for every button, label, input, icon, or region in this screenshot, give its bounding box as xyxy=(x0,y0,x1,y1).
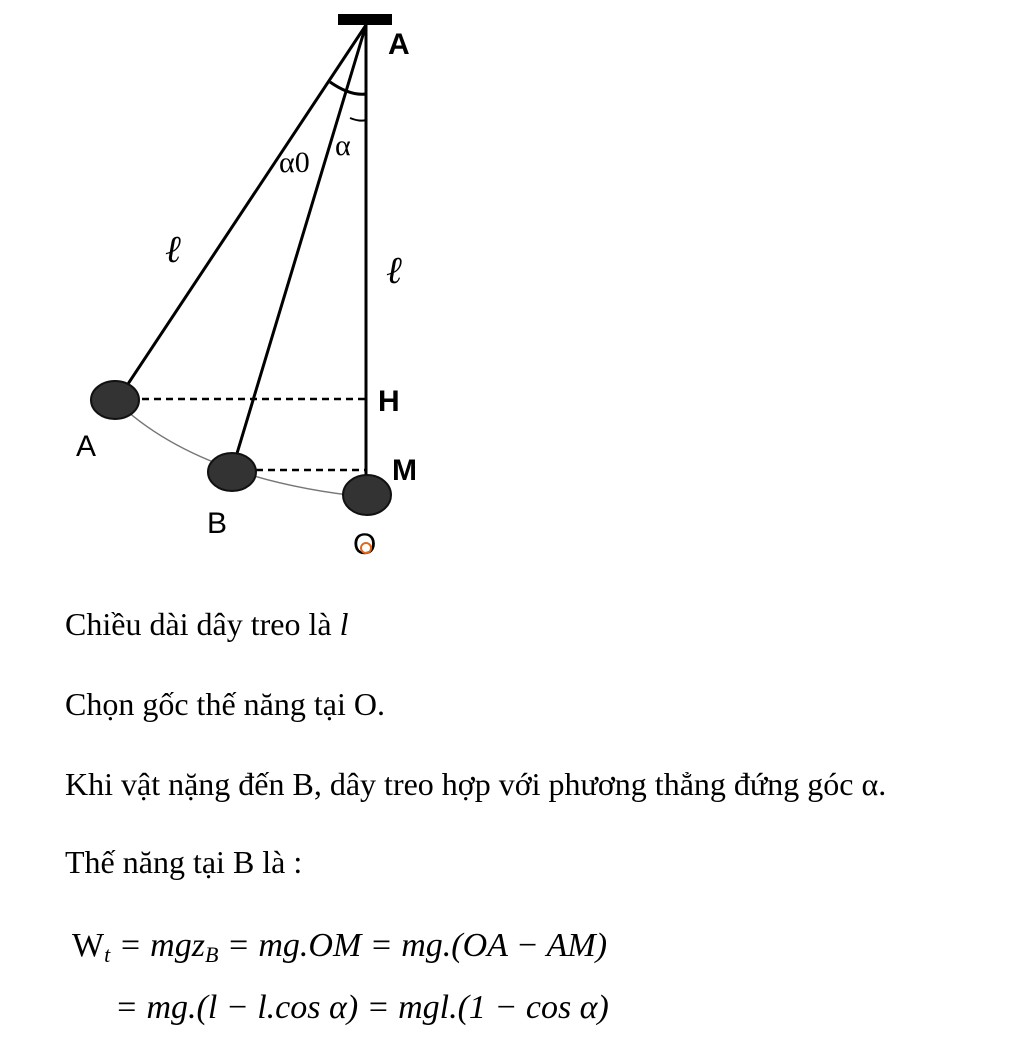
bob-a xyxy=(91,381,139,419)
formula-sub-t: t xyxy=(104,942,111,967)
string-length-variable: l xyxy=(339,606,349,642)
label-alpha: α xyxy=(335,129,351,162)
label-mid-bob: B xyxy=(207,507,228,540)
formula-part-a: = mgz xyxy=(110,927,205,964)
formula-line-2 xyxy=(115,986,609,1030)
formula-sub-b: B xyxy=(204,942,219,967)
formula-line-2-text: = mg.(l − l.cos α) = mgl.(1 − cos α) xyxy=(115,989,609,1026)
label-alpha0: α0 xyxy=(279,146,310,179)
ceiling-support xyxy=(338,14,392,25)
label-length-left: ℓ xyxy=(165,229,181,271)
label-left-bob: A xyxy=(76,430,97,463)
formula-w: W xyxy=(72,927,105,964)
left-string xyxy=(118,25,366,399)
angle-statement: Khi vật nặng đến B, dây treo hợp với phương thẳng đứng góc α. xyxy=(65,766,887,802)
string-length-text: Chiều dài dây treo là xyxy=(65,606,340,642)
bob-o xyxy=(343,475,391,515)
formula-part-b: = mg.OM = mg.(OA − AM) xyxy=(218,927,608,964)
label-pivot: A xyxy=(388,28,410,61)
potential-energy-heading: Thế năng tại B là : xyxy=(65,844,303,880)
label-h: H xyxy=(378,385,400,418)
label-bottom-bob: O xyxy=(353,528,377,561)
string-length-statement xyxy=(65,604,348,644)
alpha-arc xyxy=(350,118,366,121)
formula-line-1 xyxy=(72,924,607,977)
reference-level-statement: Chọn gốc thế năng tại O. xyxy=(65,686,385,722)
bob-b xyxy=(208,453,256,491)
label-m: M xyxy=(392,454,417,487)
label-length-right: ℓ xyxy=(386,250,402,292)
